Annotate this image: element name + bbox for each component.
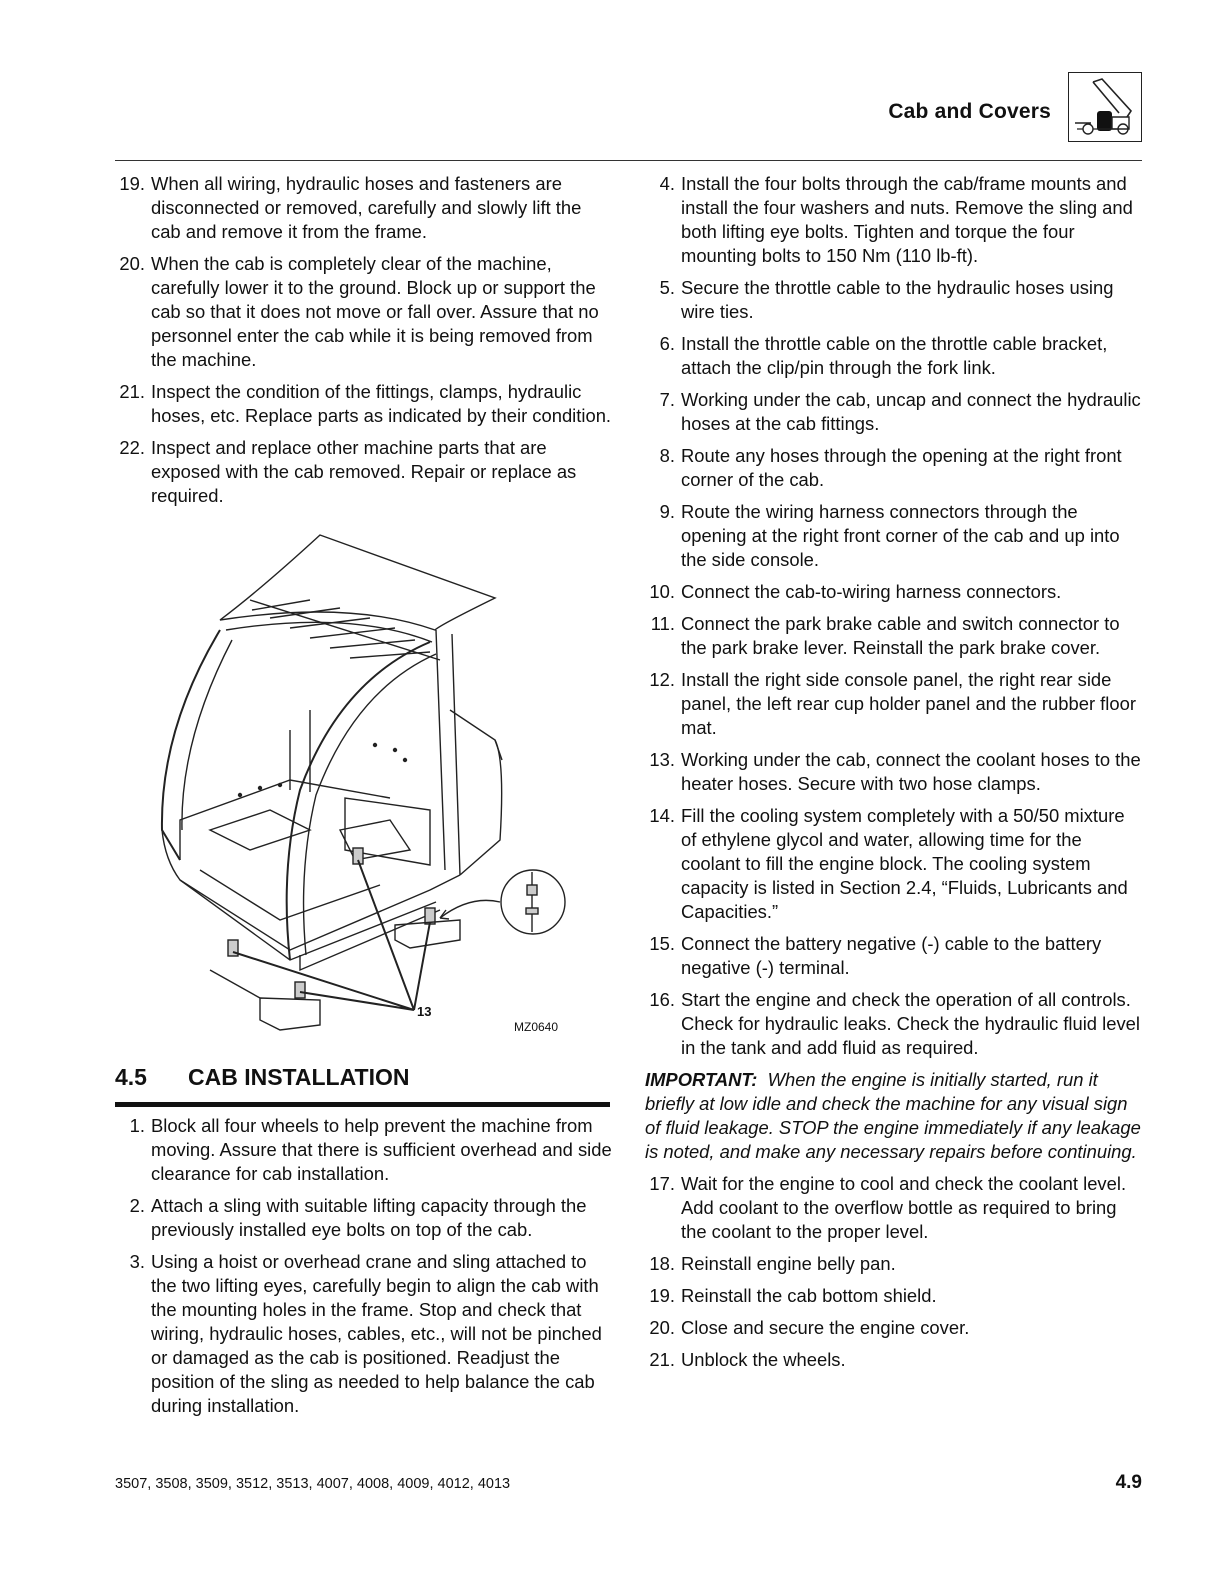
list-item: 4. Install the four bolts through the cab/frame mounts and install the four washers and nuts. Remove the sling and both lifting eye bolts. Tighten and torque the four mounting bolts to 150 Nm (110 lb-ft). — [659, 173, 1133, 266]
list-item: 14. Fill the cooling system completely with a 50/50 mixture of ethylene glycol and water, allowing time for the coolant to fill the engine block. The cooling system capacity is listed in Section 2.4, “Fluids, Lubricants and Capacities.” — [649, 805, 1128, 922]
list-item: 2. Attach a sling with suitable lifting capacity through the previously installed eye bolts on top of the cab. — [129, 1195, 587, 1240]
left-column-removal — [115, 172, 615, 516]
list-item: 6. Install the throttle cable on the throttle cable bracket, attach the clip/pin through the fork link. — [659, 333, 1108, 378]
section-heading — [115, 1064, 610, 1107]
list-item: 3. Using a hoist or overhead crane and sling attached to the two lifting eyes, carefully begin to align the cab with the mounting holes in the frame. Stop and check that wiring, hydraulic hoses, cables, etc., will not be pinched or damaged as the cab is positioned. Readjust the position of the sling as needed to help balance the cab during installation. — [129, 1251, 602, 1416]
cab-illustration — [140, 530, 580, 1040]
list-item: 12. Install the right side console panel, the right rear side panel, the left rear cup holder panel and the rubber floor mat. — [649, 669, 1136, 738]
list-item: 21. Unblock the wheels. — [649, 1349, 846, 1370]
figure-callout-label: 13 — [417, 1004, 432, 1019]
removal-steps-list — [115, 172, 615, 508]
installation-steps-list-continued — [645, 172, 1142, 1060]
telehandler-icon — [1068, 72, 1142, 142]
list-item: 17. Wait for the engine to cool and check the coolant level. Add coolant to the overflow bottle as required to bring the coolant to the proper level. — [649, 1173, 1127, 1242]
list-item: 16. Start the engine and check the operation of all controls. Check for hydraulic leaks. Check the hydraulic fluid level in the tank and add fluid as required. — [649, 989, 1140, 1058]
list-item: 19. When all wiring, hydraulic hoses and fasteners are disconnected or removed, carefully and slowly lift the cab and remove it from the frame. — [119, 173, 582, 242]
list-item: 18. Reinstall engine belly pan. — [649, 1253, 896, 1274]
list-item: 8. Route any hoses through the opening at the right front corner of the cab. — [659, 445, 1122, 490]
list-item: 19. Reinstall the cab bottom shield. — [649, 1285, 937, 1306]
section-number: 4.5 — [115, 1064, 147, 1090]
figure-id: MZ0640 — [514, 1020, 559, 1034]
installation-steps-list-final — [645, 1172, 1142, 1372]
installation-steps-list — [115, 1114, 615, 1418]
list-item: 20. Close and secure the engine cover. — [649, 1317, 970, 1338]
list-item: 21. Inspect the condition of the fittings, clamps, hydraulic hoses, etc. Replace parts as indicated by their condition. — [119, 381, 612, 426]
list-item: 5. Secure the throttle cable to the hydraulic hoses using wire ties. — [659, 277, 1114, 322]
list-item: 13. Working under the cab, connect the coolant hoses to the heater hoses. Secure with two hose clamps. — [649, 749, 1141, 794]
footer-model-numbers: 3507, 3508, 3509, 3512, 3513, 4007, 4008, 4009, 4012, 4013 — [115, 1476, 511, 1492]
list-item: 20. When the cab is completely clear of the machine, carefully lower it to the ground. Block up or support the cab so that it does not move or fall over. Assure that no personnel enter the cab while it is being removed from the machine. — [119, 253, 599, 370]
important-note — [645, 1068, 1142, 1164]
right-column — [645, 172, 1142, 1380]
left-column-installation — [115, 1114, 615, 1426]
header-rule — [115, 160, 1142, 161]
important-text: When the engine is initially started, run it briefly at low idle and check the machine for any visual sign of fluid leakage. STOP the engine immediately if any leakage is noted, and make any necessary repairs before continuing. — [645, 1069, 1141, 1162]
page-number: 4.9 — [1115, 1472, 1142, 1493]
section-title: CAB INSTALLATION — [188, 1064, 410, 1090]
list-item: 7. Working under the cab, uncap and connect the hydraulic hoses at the cab fittings. — [659, 389, 1141, 434]
list-item: 1. Block all four wheels to help prevent the machine from moving. Assure that there is sufficient overhead and side clearance for cab installation. — [129, 1115, 612, 1184]
list-item: 9. Route the wiring harness connectors through the opening at the right front corner of the cab and up into the side console. — [659, 501, 1120, 570]
list-item: 22. Inspect and replace other machine parts that are exposed with the cab removed. Repair or replace as required. — [119, 437, 577, 506]
list-item: 15. Connect the battery negative (-) cable to the battery negative (-) terminal. — [649, 933, 1102, 978]
list-item: 10. Connect the cab-to-wiring harness connectors. — [649, 581, 1062, 602]
list-item: 11. Connect the park brake cable and switch connector to the park brake lever. Reinstall the park brake cover. — [650, 613, 1120, 658]
page-header-title: Cab and Covers — [888, 100, 1051, 123]
important-label: IMPORTANT: — [645, 1069, 758, 1090]
